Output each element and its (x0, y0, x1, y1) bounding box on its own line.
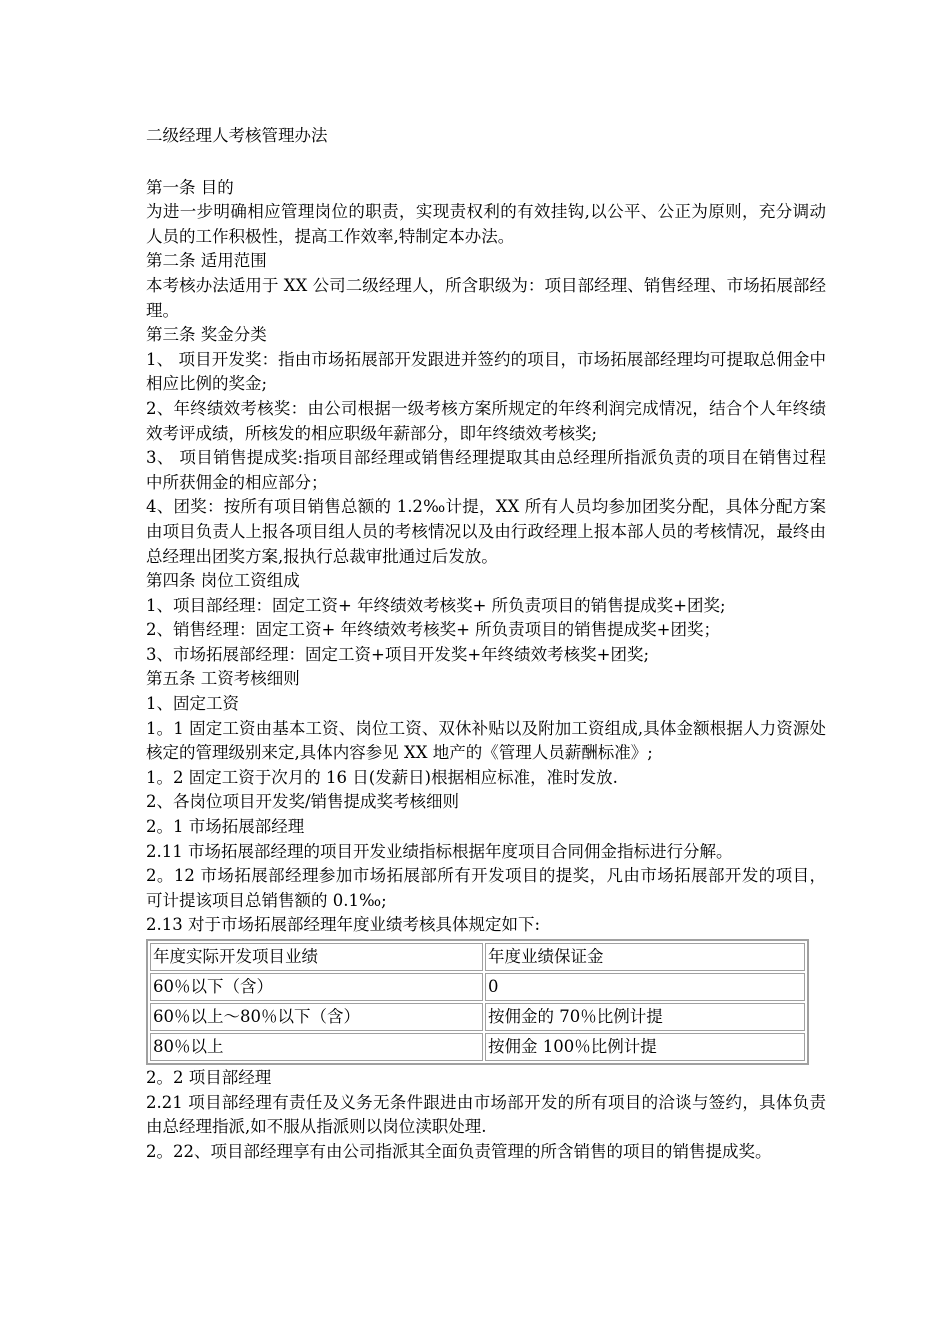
performance-table (146, 939, 809, 1065)
section-2-heading: 2、各岗位项目开发奖/销售提成奖考核细则 (146, 792, 460, 812)
article-3-heading: 第三条 奖金分类 (146, 325, 267, 345)
table-header-cell: 年度业绩保证金 (485, 943, 805, 971)
table-cell: 按佣金的 70％比例计提 (485, 1003, 805, 1031)
clause-2-22: 2。22、项目部经理享有由公司指派其全面负责管理的所含销售的项目的销售提成奖。 (146, 1141, 772, 1161)
document-page (146, 124, 826, 1164)
salary-item-2: 2、销售经理：固定工资+ 年终绩效考核奖+ 所负责项目的销售提成奖+团奖； (146, 620, 720, 640)
section-1-heading: 1、固定工资 (146, 694, 239, 714)
article-2-body: 本考核办法适用于 XX 公司二级经理人，所含职级为：项目部经理、销售经理、市场拓展部经理。 (146, 275, 826, 320)
table-row (150, 1033, 805, 1061)
clause-2-11: 2.11 市场拓展部经理的项目开发业绩指标根据年度项目合同佣金指标进行分解。 (146, 841, 733, 861)
table-header-cell: 年度实际开发项目业绩 (150, 943, 483, 971)
table-row (150, 1003, 805, 1031)
table-cell: 80％以上 (150, 1033, 483, 1061)
clause-2-21: 2.21 项目部经理有责任及义务无条件跟进由市场部开发的所有项目的洽谈与签约，具体负责由总经理指派,如不服从指派则以岗位渎职处理. (146, 1092, 826, 1137)
document-title: 二级经理人考核管理办法 (146, 126, 328, 145)
article-5-heading: 第五条 工资考核细则 (146, 669, 300, 689)
article-2-heading: 第二条 适用范围 (146, 251, 267, 271)
bonus-item-2: 2、年终绩效考核奖：由公司根据一级考核方案所规定的年终利润完成情况，结合个人年终绩效考评成绩，所核发的相应职级年薪部分，即年终绩效考核奖; (146, 398, 826, 443)
title-spacer (146, 149, 826, 176)
clause-2-12: 2。12 市场拓展部经理参加市场拓展部所有开发项目的提奖，凡由市场拓展部开发的项目，可计提该项目总销售额的 0.1‰; (146, 866, 826, 910)
clause-1-1: 1。1 固定工资由基本工资、岗位工资、双休补贴以及附加工资组成,具体金额根据人力资源处核定的管理级别来定,具体内容参见 XX 地产的《管理人员薪酬标准》; (146, 718, 826, 763)
article-1-body: 为进一步明确相应管理岗位的职责，实现责权利的有效挂钩,以公平、公正为原则，充分调动人员的工作积极性，提高工作效率,特制定本办法。 (146, 202, 826, 246)
clause-2-13: 2.13 对于市场拓展部经理年度业绩考核具体规定如下: (146, 915, 541, 935)
table-header-row (150, 943, 805, 971)
salary-item-1: 1、项目部经理：固定工资+ 年终绩效考核奖+ 所负责项目的销售提成奖+团奖; (146, 595, 726, 615)
clause-2-1-heading: 2。1 市场拓展部经理 (146, 817, 305, 837)
bonus-item-4: 4、团奖：按所有项目销售总额的 1.2‰计提，XX 所有人员均参加团奖分配，具体分配方案由项目负责人上报各项目组人员的考核情况以及由行政经理上报本部人员的考核情况，最终由总经理出团奖方案,报执行总裁审批通过后发放。 (146, 497, 826, 566)
table-cell: 60％以下（含） (150, 973, 483, 1001)
clause-1-2: 1。2 固定工资于次月的 16 日(发薪日)根据相应标准，准时发放. (146, 767, 618, 787)
article-1-heading: 第一条 目的 (146, 177, 234, 197)
clause-2-2-heading: 2。2 项目部经理 (146, 1068, 272, 1087)
salary-item-3: 3、市场拓展部经理：固定工资+项目开发奖+年终绩效考核奖+团奖; (146, 644, 650, 664)
table-cell: 0 (485, 973, 805, 1001)
table-row (150, 973, 805, 1001)
table-cell: 按佣金 100％比例计提 (485, 1033, 805, 1061)
article-4-heading: 第四条 岗位工资组成 (146, 571, 300, 591)
bonus-item-1: 1、 项目开发奖：指由市场拓展部开发跟进并签约的项目，市场拓展部经理均可提取总佣金中相应比例的奖金; (146, 349, 826, 394)
table-cell: 60％以上～80％以下（含） (150, 1003, 483, 1031)
bonus-item-3: 3、 项目销售提成奖:指项目部经理或销售经理提取其由总经理所指派负责的项目在销售过程中所获佣金的相应部分； (146, 448, 826, 492)
